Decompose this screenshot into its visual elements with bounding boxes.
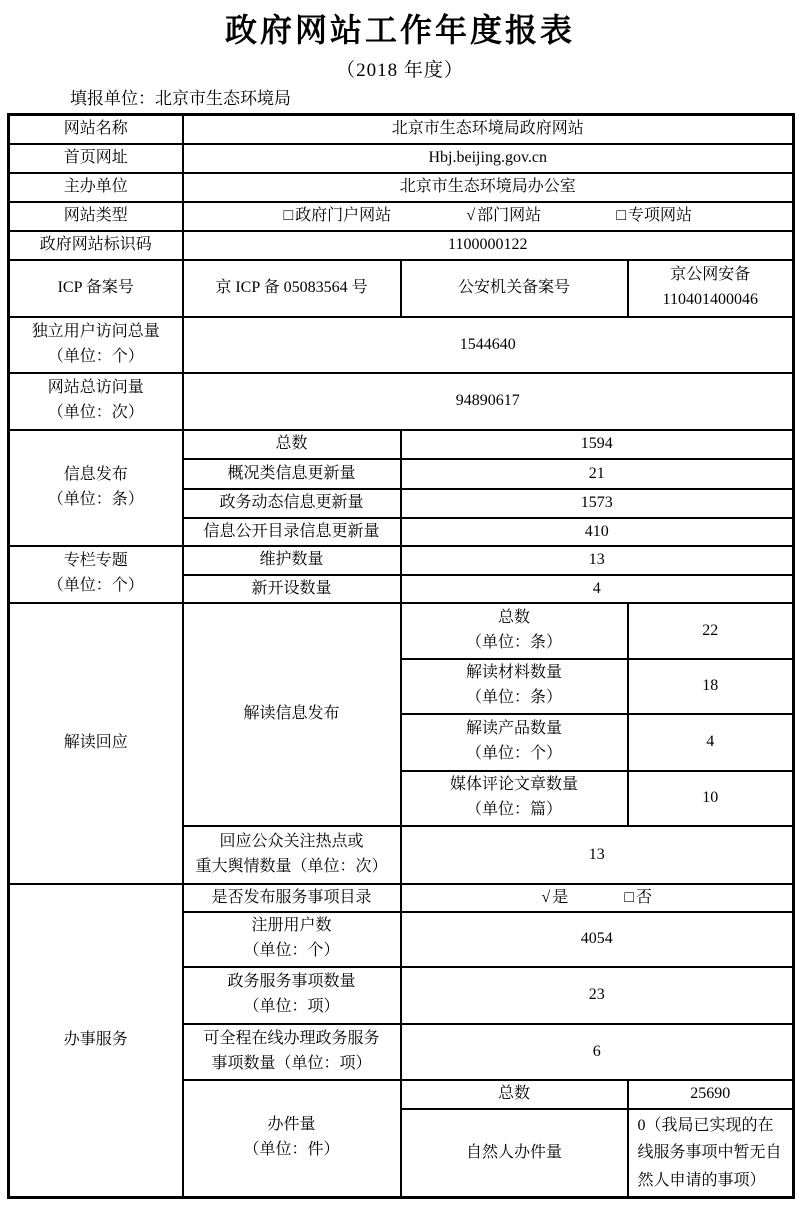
option-label: 否	[635, 888, 652, 906]
total-visits-label	[9, 373, 183, 430]
service-items-label	[183, 967, 401, 1024]
cases-natural-person-label: 自然人办件量	[401, 1109, 628, 1198]
cases-total-label: 总数	[401, 1080, 628, 1109]
interpretation-media-label-line1: 媒体评论文章数量	[449, 776, 578, 794]
police-record-label: 公安机关备案号	[401, 260, 628, 317]
special-columns-maintained-label: 维护数量	[183, 546, 401, 575]
info-release-total-label: 总数	[183, 430, 401, 459]
interpretation-products-label-line1: 解读产品数量	[465, 720, 562, 738]
public-response-label	[183, 826, 401, 884]
icp-value: 京 ICP 备 05083564 号	[183, 260, 401, 317]
special-columns-unit: （单位：个）	[47, 577, 144, 594]
interpretation-total-value: 22	[628, 603, 794, 659]
unique-visitors-value: 1544640	[183, 317, 794, 373]
row-icp	[9, 260, 794, 317]
row-site-type	[9, 202, 794, 231]
interpretation-products-unit: （单位：个）	[465, 745, 562, 762]
option-label: 政府门户网站	[295, 207, 392, 224]
site-type-options	[183, 202, 794, 231]
police-record-value	[628, 260, 794, 317]
info-release-overview-value: 21	[401, 459, 794, 489]
option-label: 部门网站	[477, 207, 542, 224]
registered-users-label-line1: 注册用户数	[251, 917, 332, 935]
online-items-label	[183, 1024, 401, 1080]
site-id-value: 1100000122	[183, 231, 794, 260]
services-section-label: 办事服务	[9, 884, 183, 1198]
public-response-label-line2: 重大舆情数量（单位：次）	[195, 857, 388, 875]
registered-users-label	[183, 912, 401, 967]
service-catalog-label: 是否发布服务事项目录	[183, 884, 401, 912]
option-label: 专项网站	[628, 207, 693, 224]
row-special-columns-maintained	[9, 546, 794, 575]
row-unique-visitors	[9, 317, 794, 373]
site-type-label: 网站类型	[9, 202, 183, 231]
online-items-unit: 事项数量（单位：项）	[211, 1054, 372, 1072]
cases-section-label	[183, 1080, 401, 1198]
row-site-name	[9, 115, 794, 144]
cases-total-value: 25690	[628, 1080, 794, 1109]
registered-users-unit: （单位：个）	[243, 942, 340, 959]
cases-label-line1: 办件量	[267, 1116, 316, 1134]
row-total-visits	[9, 373, 794, 430]
row-site-id	[9, 231, 794, 260]
organizer-value: 北京市生态环境局办公室	[183, 173, 794, 202]
info-release-label-line1: 信息发布	[63, 465, 128, 483]
site-name-value: 北京市生态环境局政府网站	[183, 115, 794, 144]
service-items-label-line1: 政务服务事项数量	[227, 973, 356, 991]
unique-visitors-label	[9, 317, 183, 373]
info-release-overview-label: 概况类信息更新量	[183, 459, 401, 489]
special-columns-new-value: 4	[401, 575, 794, 603]
page-subtitle: （2018 年度）	[336, 60, 464, 81]
interpretation-release-label: 解读信息发布	[183, 603, 401, 826]
checkmark-icon: √	[466, 207, 476, 224]
row-interpretation-total	[9, 603, 794, 659]
site-type-option-portal	[284, 204, 392, 228]
info-release-section-label	[9, 430, 183, 546]
site-id-label: 政府网站标识码	[9, 231, 183, 260]
site-type-option-special	[616, 204, 692, 228]
special-columns-new-label: 新开设数量	[183, 575, 401, 603]
unique-visitors-label-line1: 独立用户访问总量	[31, 322, 160, 340]
interpretation-total-label	[401, 603, 628, 659]
page-title: 政府网站工作年度报表	[224, 12, 575, 48]
interpretation-total-unit: （单位：条）	[465, 633, 562, 651]
total-visits-value: 94890617	[183, 373, 794, 430]
interpretation-products-value: 4	[628, 714, 794, 771]
interpretation-materials-unit: （单位：条）	[465, 689, 562, 706]
service-items-value: 23	[401, 967, 794, 1024]
special-columns-maintained-value: 13	[401, 546, 794, 575]
interpretation-total-label-line1: 总数	[497, 608, 530, 626]
catalog-option-yes	[542, 886, 569, 910]
info-release-total-value: 1594	[401, 430, 794, 459]
info-release-unit: （单位：条）	[47, 490, 144, 508]
info-release-catalog-label: 信息公开目录信息更新量	[183, 518, 401, 546]
site-type-option-department	[466, 204, 541, 228]
registered-users-value: 4054	[401, 912, 794, 967]
police-record-value-line1: 京公网安备	[670, 266, 751, 284]
info-release-dynamics-label: 政务动态信息更新量	[183, 489, 401, 518]
organizer-label: 主办单位	[9, 173, 183, 202]
checkbox-unchecked-icon: □	[624, 888, 634, 906]
catalog-option-no	[624, 886, 652, 910]
interpretation-media-value: 10	[628, 771, 794, 826]
checkmark-icon: √	[541, 888, 551, 906]
interpretation-materials-label-line1: 解读材料数量	[465, 664, 562, 682]
checkbox-unchecked-icon: □	[616, 207, 626, 224]
checkbox-unchecked-icon: □	[283, 207, 294, 224]
interpretation-materials-label	[401, 659, 628, 714]
row-organizer	[9, 173, 794, 202]
annual-report-table	[7, 113, 795, 1199]
special-columns-section-label	[9, 546, 183, 603]
cases-natural-person-value: 0（我局已实现的在线服务事项中暂无自然人申请的事项）	[628, 1109, 794, 1198]
online-items-value: 6	[401, 1024, 794, 1080]
info-release-catalog-value: 410	[401, 518, 794, 546]
service-items-unit: （单位：项）	[243, 998, 340, 1015]
home-url-value: Hbj.beijing.gov.cn	[183, 144, 794, 173]
row-home-url	[9, 144, 794, 173]
online-items-label-line1: 可全程在线办理政务服务	[203, 1029, 380, 1047]
unique-visitors-unit: （单位：个）	[47, 347, 144, 365]
row-service-catalog	[9, 884, 794, 912]
total-visits-unit: （单位：次）	[47, 404, 144, 421]
cases-unit: （单位：件）	[243, 1141, 340, 1159]
total-visits-label-line1: 网站总访问量	[47, 379, 144, 397]
interpretation-section-label: 解读回应	[9, 603, 183, 884]
info-release-dynamics-value: 1573	[401, 489, 794, 518]
row-info-release-total	[9, 430, 794, 459]
reporting-unit: 填报单位：北京市生态环境局	[70, 89, 291, 108]
interpretation-materials-value: 18	[628, 659, 794, 714]
option-label: 是	[552, 888, 569, 906]
interpretation-media-label	[401, 771, 628, 826]
service-catalog-options	[401, 884, 794, 912]
police-record-value-line2: 110401400046	[662, 291, 758, 308]
public-response-label-line1: 回应公众关注热点或	[219, 832, 364, 850]
interpretation-media-unit: （单位：篇）	[465, 801, 562, 818]
icp-label: ICP 备案号	[9, 260, 183, 317]
special-columns-label-line1: 专栏专题	[63, 552, 128, 570]
site-name-label: 网站名称	[9, 115, 183, 144]
home-url-label: 首页网址	[9, 144, 183, 173]
public-response-value: 13	[401, 826, 794, 884]
interpretation-products-label	[401, 714, 628, 771]
